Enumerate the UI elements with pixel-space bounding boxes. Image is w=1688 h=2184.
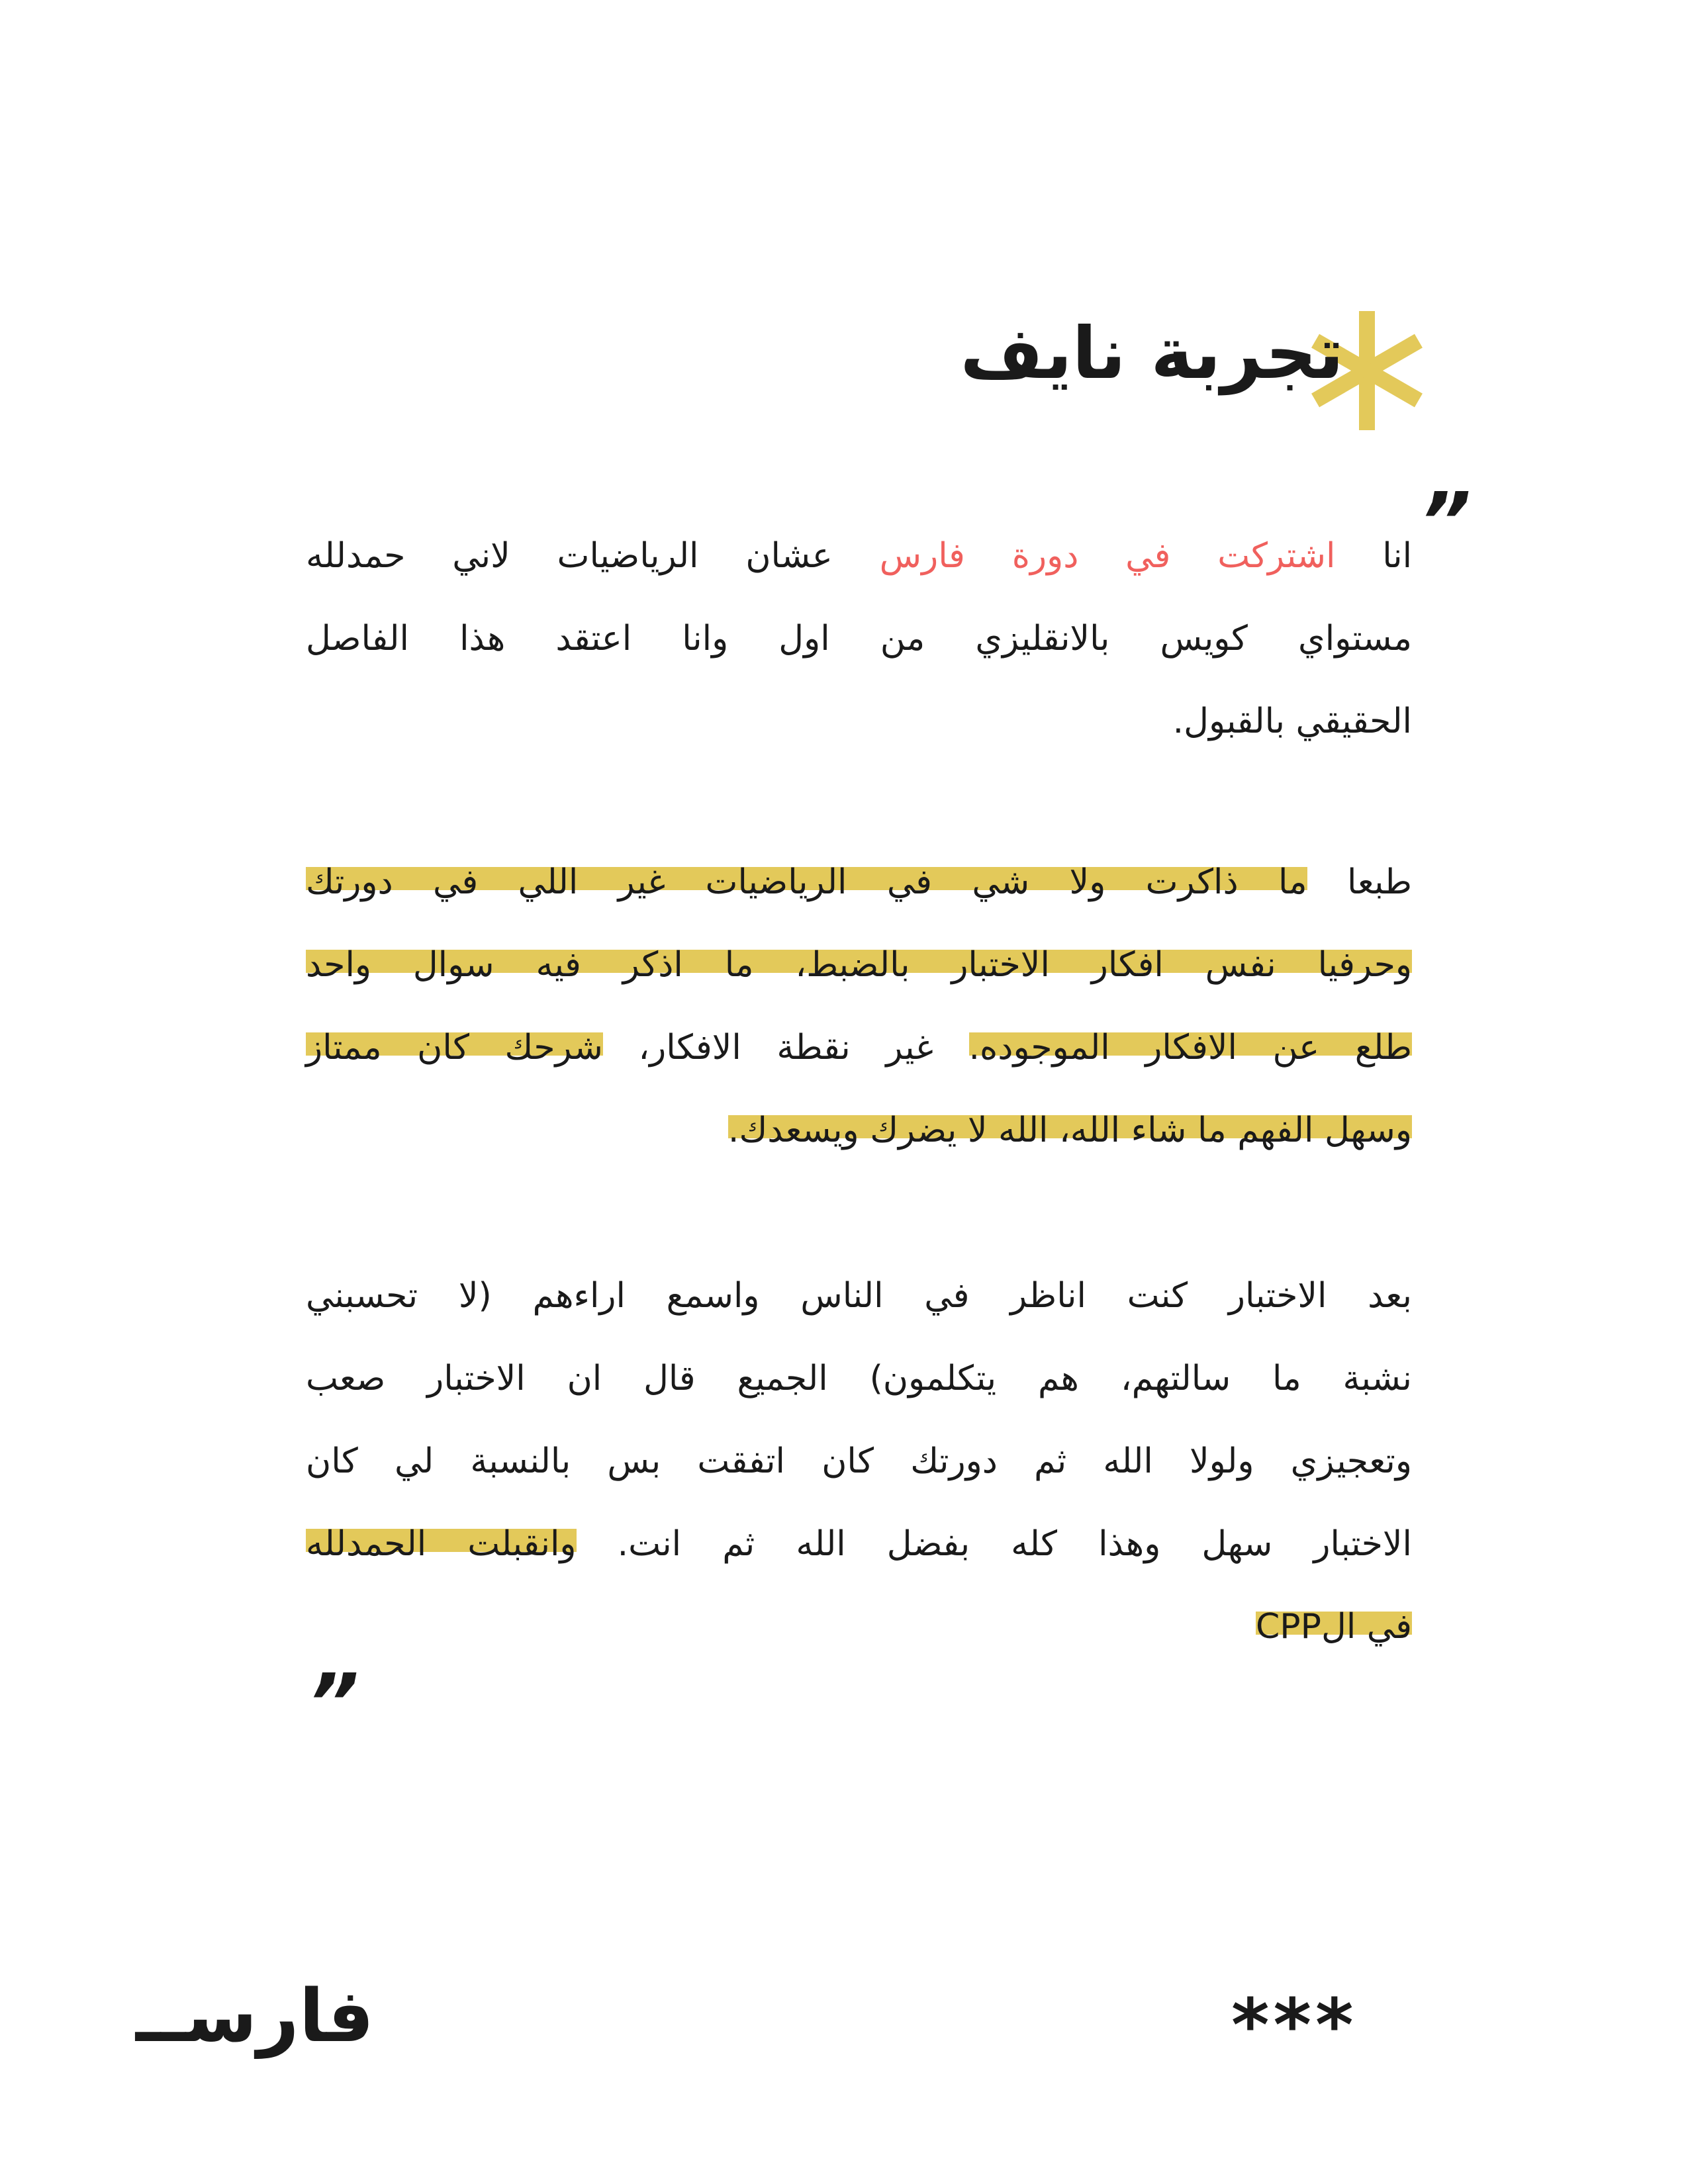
testimonial-line	[306, 529, 1412, 582]
text-segment: انا	[1335, 536, 1413, 576]
testimonial-line	[306, 1104, 1412, 1157]
highlighted-text: في الCPP	[1256, 1607, 1412, 1647]
testimonial-line	[306, 856, 1412, 909]
testimonial-line	[306, 1352, 1412, 1405]
text-segment: وتعجيزي ولولا الله ثم دورتك كان اتفقت بس بالنسبة لي كان	[306, 1441, 1412, 1481]
highlighted-text: شرحك كان ممتاز	[306, 1028, 603, 1068]
open-quote-mark: ”	[1420, 477, 1472, 569]
testimonial-line	[306, 1269, 1412, 1322]
testimonial-line	[306, 1600, 1412, 1653]
testimonial-line	[306, 1518, 1412, 1570]
highlighted-course-name: اشتركت في دورة فارس	[879, 536, 1336, 576]
text-segment: نشبة ما سالتهم، هم يتكلمون) الجميع قال ان الاختبار صعب	[306, 1359, 1412, 1398]
testimonial-line	[306, 612, 1412, 665]
close-quote-mark: ”	[308, 1658, 359, 1750]
testimonial-line	[306, 695, 1412, 748]
testimonial-line	[306, 1021, 1412, 1074]
testimonial-line	[306, 1435, 1412, 1488]
highlighted-text: وسهل الفهم ما شاء الله، الله لا يضرك ويسعدك.	[727, 1111, 1412, 1150]
highlighted-text: ما ذاكرت ولا شي في الرياضيات غير اللي في دورتك	[306, 862, 1307, 902]
text-segment: مستواي كويس بالانقليزي من اول وانا اعتقد هذا الفاصل	[306, 619, 1412, 659]
text-segment: طبعا	[1307, 862, 1412, 902]
highlighted-text: طلع عن الافكار الموجوده.	[968, 1028, 1413, 1068]
text-segment: عشان الرياضيات لاني حمدلله	[306, 536, 880, 576]
text-segment: بعد الاختبار كنت اناظر في الناس واسمع اراءهم (لا تحسبني	[306, 1276, 1412, 1316]
asterisks-decoration: ***	[1231, 1983, 1358, 2068]
brand-logo: فارســ	[136, 1974, 375, 2058]
highlighted-text: وحرفيا نفس افكار الاختبار بالضبط، ما اذكر فيه سوال واحد	[306, 945, 1412, 985]
text-segment: الحقيقي بالقبول.	[1172, 702, 1412, 741]
testimonial-line	[306, 938, 1412, 991]
text-segment: غير نقطة الافكار،	[602, 1028, 969, 1068]
page-title: تجربة نايف	[960, 312, 1344, 395]
highlighted-text: وانقبلت الحمدلله	[306, 1524, 577, 1564]
text-segment: الاختبار سهل وهذا كله بفضل الله ثم انت.	[576, 1524, 1412, 1564]
